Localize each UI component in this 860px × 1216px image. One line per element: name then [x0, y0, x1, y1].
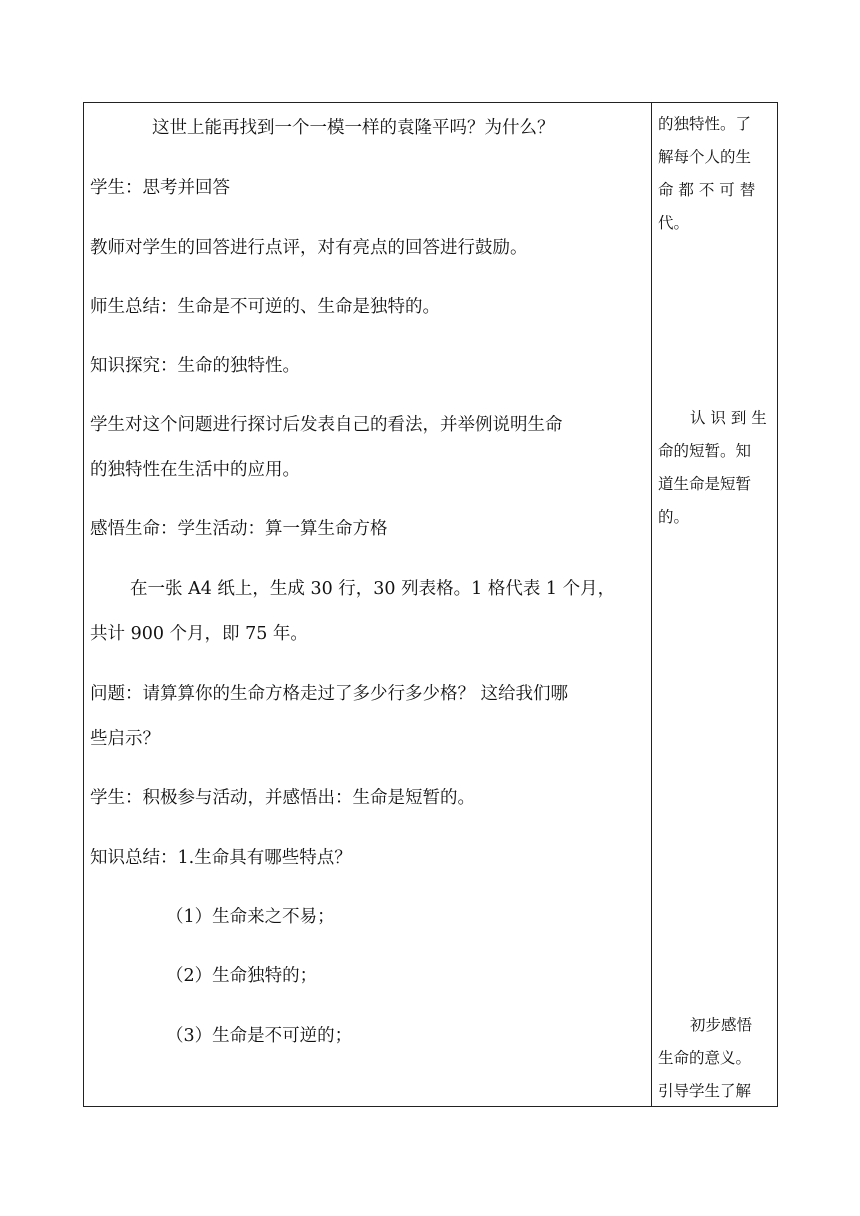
main-line-15: （1）生命来之不易；: [166, 907, 335, 927]
main-line-4: 师生总结：生命是不可逆的、生命是独特的。: [90, 297, 440, 317]
side-note-6: 命的短暂。知: [658, 442, 752, 460]
side-note-8: 的。: [658, 508, 690, 526]
main-line-2: 学生：思考并回答: [90, 178, 230, 198]
main-line-10: 共计 900 个月，即 75 年。: [90, 624, 308, 644]
side-note-1: 的独特性。了: [658, 115, 752, 133]
main-line-6: 学生对这个问题进行探讨后发表自己的看法，并举例说明生命: [90, 415, 563, 435]
side-note-7: 道生命是短暂: [658, 475, 752, 493]
main-line-17: （3）生命是不可逆的；: [166, 1026, 353, 1046]
side-note-2: 解每个人的生: [658, 148, 752, 166]
main-line-12: 些启示？: [90, 729, 160, 749]
main-line-16: （2）生命独特的；: [166, 966, 318, 986]
main-line-7: 的独特性在生活中的应用。: [90, 460, 300, 480]
side-note-5: 认 识 到 生: [690, 409, 767, 427]
side-note-11: 引导学生了解: [658, 1082, 752, 1100]
side-note-3: 命 都 不 可 替: [658, 181, 756, 199]
main-line-5: 知识探究：生命的独特性。: [90, 356, 300, 376]
main-line-3: 教师对学生的回答进行点评，对有亮点的回答进行鼓励。: [90, 238, 528, 258]
side-note-9: 初步感悟: [690, 1016, 753, 1034]
column-divider: [651, 103, 652, 1106]
main-line-8: 感悟生命：学生活动：算一算生命方格: [90, 519, 388, 539]
side-note-10: 生命的意义。: [658, 1049, 752, 1067]
main-line-9: 在一张 A4 纸上，生成 30 行，30 列表格。1 格代表 1 个月，: [130, 579, 616, 599]
main-line-1: 这世上能再找到一个一模一样的袁隆平吗？为什么？: [152, 118, 555, 138]
main-line-14: 知识总结：1.生命具有哪些特点？: [90, 848, 352, 868]
main-line-11: 问题：请算算你的生命方格走过了多少行多少格？ 这给我们哪: [90, 684, 569, 704]
side-note-4: 代。: [658, 214, 690, 232]
main-line-13: 学生：积极参与活动，并感悟出：生命是短暂的。: [90, 788, 475, 808]
